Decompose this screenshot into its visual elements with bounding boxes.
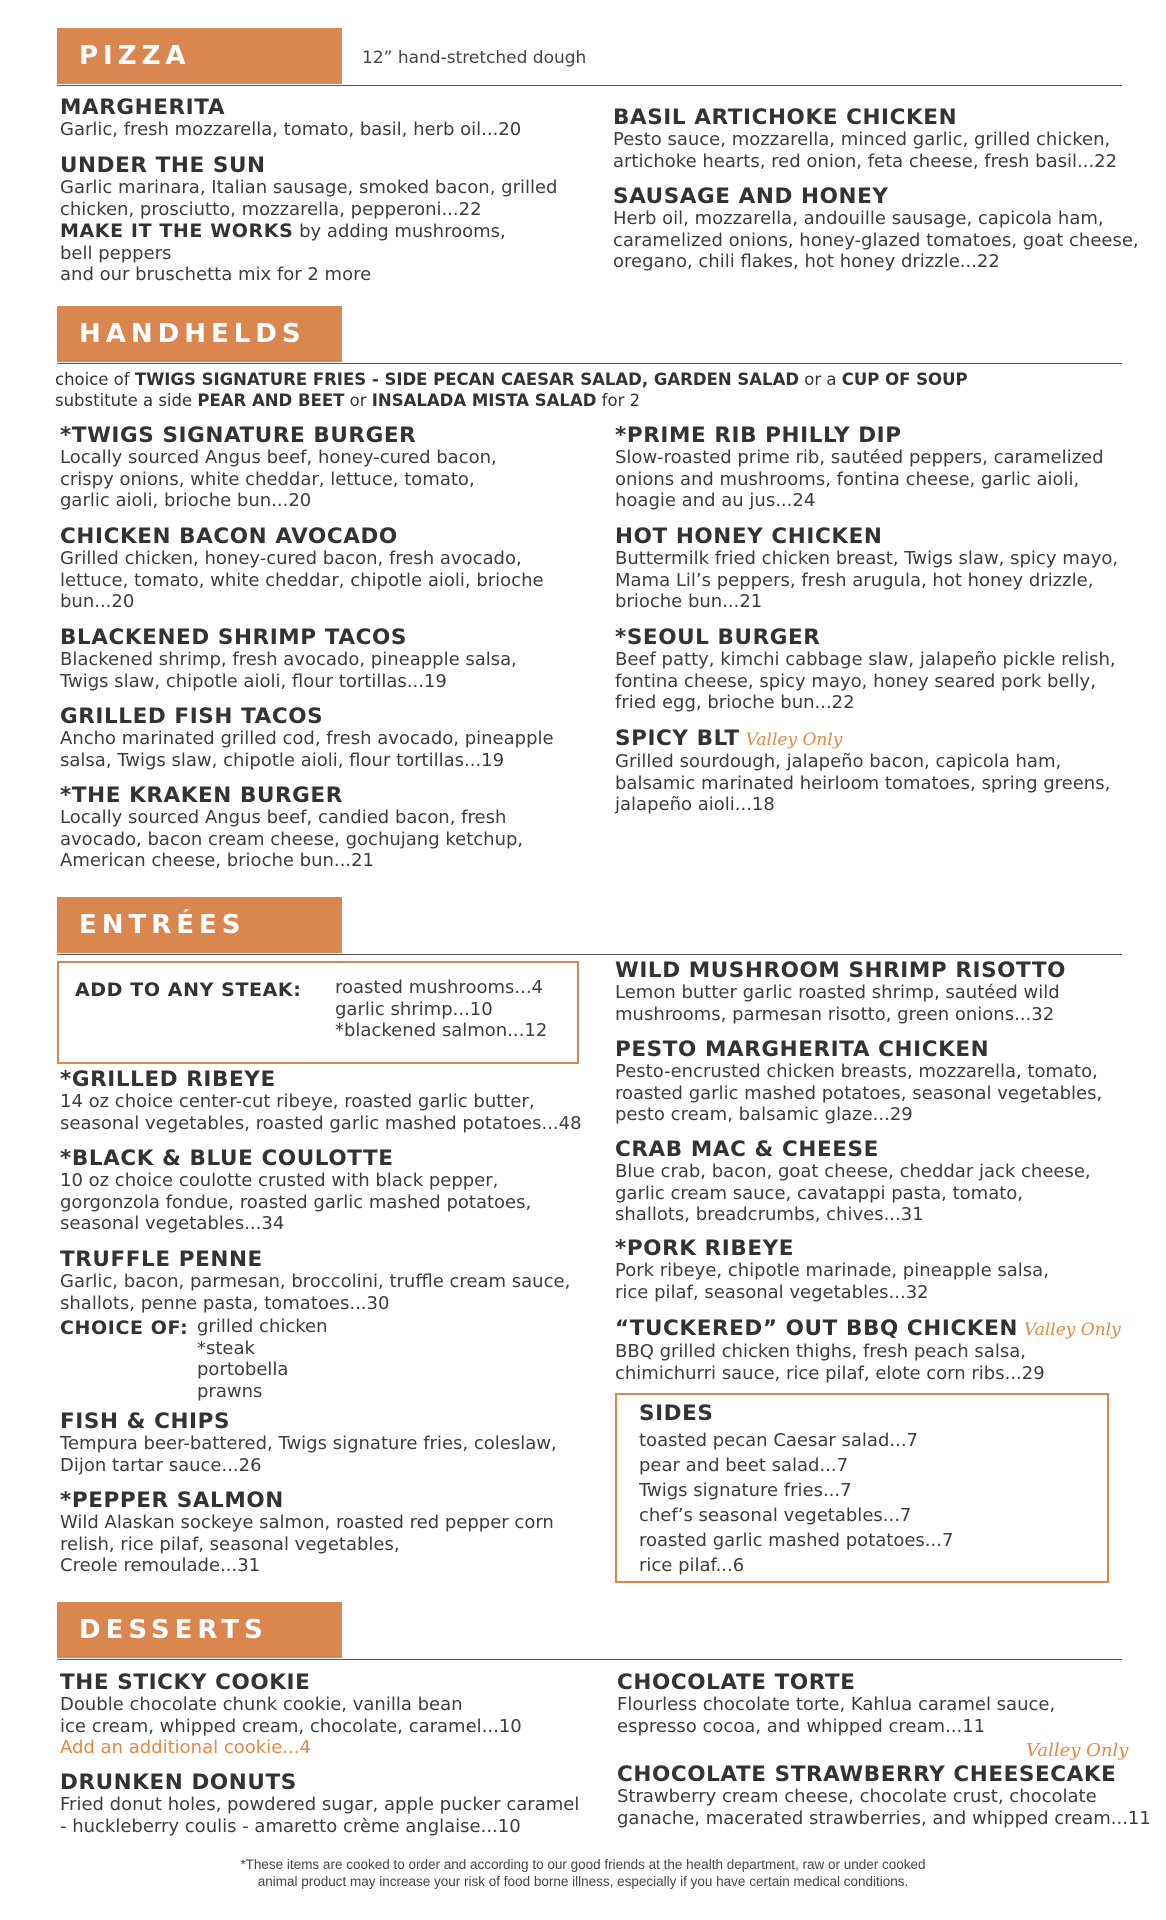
menu-item (60, 155, 557, 286)
menu-item (613, 186, 1139, 273)
menu-item (615, 1238, 1049, 1303)
steak-box-options (335, 977, 547, 1042)
item-title: *GRILLED RIBEYE (60, 1067, 276, 1092)
footer-line: animal product may increase your risk of food borne illness, especially if you have certain medical conditions. (257, 1874, 909, 1889)
menu-item (615, 526, 1118, 613)
side-item: chef’s seasonal vegetables...7 (639, 1505, 912, 1526)
menu-item (617, 1764, 1151, 1829)
item-title-text: SPICY BLT (615, 726, 740, 751)
menu-item (60, 1069, 582, 1134)
note-bold: CUP OF SOUP (841, 370, 968, 389)
item-desc: BBQ grilled chicken thighs, fresh peach salsa, chimichurri sauce, rice pilaf, elote corn ribs...29 (615, 1341, 1045, 1384)
item-title: PESTO MARGHERITA CHICKEN (615, 1037, 990, 1062)
item-title: CHOCOLATE TORTE (617, 1670, 856, 1695)
item-desc: Garlic marinara, Italian sausage, smoked bacon, grilled chicken, prosciutto, mozzarella, pepperoni...22 (60, 177, 558, 220)
item-title (615, 1318, 1121, 1341)
item-desc: Grilled sourdough, jalapeño bacon, capicola ham, balsamic marinated heirloom tomatoes, spring greens, jalapeño aioli...18 (615, 751, 1111, 815)
item-title: *TWIGS SIGNATURE BURGER (60, 423, 417, 448)
item-title: THE STICKY COOKIE (60, 1670, 311, 1695)
side-item: roasted garlic mashed potatoes...7 (639, 1530, 954, 1551)
item-title: FISH & CHIPS (60, 1409, 231, 1434)
choice-option: *steak (197, 1337, 255, 1359)
menu-item (615, 1139, 1091, 1226)
item-title: *BLACK & BLUE COULOTTE (60, 1146, 394, 1171)
item-title: *SEOUL BURGER (615, 625, 821, 650)
item-title: *PRIME RIB PHILLY DIP (615, 423, 902, 448)
menu-item (60, 1772, 579, 1837)
handhelds-rule (57, 363, 1122, 364)
menu-item (60, 526, 544, 613)
item-title: BASIL ARTICHOKE CHICKEN (613, 105, 958, 130)
menu-item (60, 97, 521, 141)
note-text: for 2 (596, 391, 641, 410)
item-title: CHICKEN BACON AVOCADO (60, 524, 398, 549)
item-desc: Pork ribeye, chipotle marinade, pineapple salsa, rice pilaf, seasonal vegetables...32 (615, 1260, 1049, 1303)
note-bold: PEAR AND BEET (197, 391, 345, 410)
item-title: MARGHERITA (60, 95, 226, 120)
pizza-banner: PIZZA (57, 28, 342, 84)
pizza-subtitle: 12” hand-stretched dough (362, 48, 587, 68)
menu-item (615, 960, 1066, 1025)
handhelds-banner: HANDHELDS (57, 306, 342, 362)
steak-option: garlic shrimp...10 (335, 998, 493, 1020)
choice-of-label: CHOICE OF: (60, 1317, 189, 1339)
entrees-banner: ENTRÉES (57, 897, 342, 953)
item-title (615, 728, 1110, 751)
item-desc: Ancho marinated grilled cod, fresh avocado, pineapple salsa, Twigs slaw, chipotle aioli, flour tortillas...19 (60, 728, 554, 771)
menu-item (60, 785, 523, 872)
item-title: CRAB MAC & CHEESE (615, 1137, 879, 1162)
valley-only-tag: Valley Only (1026, 1740, 1129, 1761)
item-desc: 10 oz choice coulotte crusted with black pepper, gorgonzola fondue, roasted garlic mashed potatoes, seasonal vegetables...34 (60, 1170, 532, 1234)
add-to-steak-box (57, 961, 579, 1064)
choice-option: portobella (197, 1359, 289, 1380)
entrees-rule (57, 954, 1122, 955)
menu-item (613, 107, 1117, 172)
item-desc: Beef patty, kimchi cabbage slaw, jalapeño pickle relish, fontina cheese, spicy mayo, honey seared pork belly, fried egg, brioche bun...22 (615, 649, 1116, 713)
choice-of-options (197, 1316, 328, 1402)
side-item: pear and beet salad...7 (639, 1455, 849, 1476)
item-desc: Strawberry cream cheese, chocolate crust, chocolate ganache, macerated strawberries, and whipped cream...11 (617, 1786, 1151, 1829)
menu-item (615, 728, 1110, 816)
valley-only-tag: Valley Only (1024, 1320, 1121, 1340)
note-bold: TWIGS SIGNATURE FRIES - SIDE PECAN CAESAR SALAD, GARDEN SALAD (134, 370, 800, 389)
menu-item (60, 1249, 570, 1314)
item-title: BLACKENED SHRIMP TACOS (60, 625, 407, 650)
steak-option: roasted mushrooms...4 (335, 977, 543, 998)
item-desc: Locally sourced Angus beef, candied bacon, fresh avocado, bacon cream cheese, gochujang ketchup, American cheese, brioche bun...21 (60, 807, 524, 871)
menu-item (60, 627, 517, 692)
item-desc: Pesto-encrusted chicken breasts, mozzarella, tomato, roasted garlic mashed potatoes, seasonal vegetables, pesto cream, balsamic glaze...29 (615, 1061, 1103, 1125)
item-desc: Blackened shrimp, fresh avocado, pineapple salsa, Twigs slaw, chipotle aioli, flour tortillas...19 (60, 649, 517, 692)
menu-item (60, 1672, 522, 1759)
steak-box-label: ADD TO ANY STEAK: (75, 979, 302, 1001)
item-desc: Flourless chocolate torte, Kahlua caramel sauce, espresso cocoa, and whipped cream...11 (617, 1694, 1056, 1737)
make-it-the-works (60, 220, 530, 264)
choice-option: prawns (197, 1380, 263, 1402)
note-text: or (344, 391, 372, 410)
item-title: DRUNKEN DONUTS (60, 1770, 297, 1795)
desserts-banner: DESSERTS (57, 1602, 342, 1658)
item-desc: Lemon butter garlic roasted shrimp, sautéed wild mushrooms, parmesan risotto, green onions...32 (615, 982, 1060, 1025)
item-desc: Pesto sauce, mozzarella, minced garlic, grilled chicken, artichoke hearts, red onion, feta cheese, fresh basil...22 (613, 129, 1118, 172)
menu-item (60, 1148, 531, 1235)
item-desc: Garlic, fresh mozzarella, tomato, basil, herb oil...20 (60, 119, 522, 140)
item-desc: Locally sourced Angus beef, honey-cured bacon, crispy onions, white cheddar, lettuce, tomato, garlic aioli, brioche bun...20 (60, 447, 497, 511)
item-title: TRUFFLE PENNE (60, 1247, 263, 1272)
item-title: GRILLED FISH TACOS (60, 704, 324, 729)
handhelds-note-2 (55, 391, 640, 411)
steak-option: *blackened salmon...12 (335, 1020, 548, 1041)
item-title: HOT HONEY CHICKEN (615, 524, 883, 549)
footer-line: *These items are cooked to order and according to our good friends at the health department, raw or under cooked (240, 1857, 926, 1872)
item-desc: Garlic, bacon, parmesan, broccolini, truffle cream sauce, shallots, penne pasta, tomatoes...30 (60, 1271, 571, 1314)
item-desc: Slow-roasted prime rib, sautéed peppers, caramelized onions and mushrooms, fontina cheese, garlic aioli, hoagie and au jus...24 (615, 447, 1104, 511)
menu-item (615, 425, 1104, 512)
choice-option: grilled chicken (197, 1316, 328, 1337)
note-text: substitute a side (55, 391, 198, 410)
works-line2: and our bruschetta mix for 2 more (60, 264, 372, 285)
item-desc: Wild Alaskan sockeye salmon, roasted red pepper corn relish, rice pilaf, seasonal vegetables, Creole remoulade...31 (60, 1512, 554, 1576)
menu-item (615, 1318, 1121, 1384)
valley-only-tag: Valley Only (745, 730, 843, 750)
menu-item (60, 706, 554, 771)
item-title-text: “TUCKERED” OUT BBQ CHICKEN (615, 1316, 1018, 1341)
sides-title: SIDES (639, 1401, 714, 1426)
item-desc: Double chocolate chunk cookie, vanilla bean ice cream, whipped cream, chocolate, caramel...10 (60, 1694, 522, 1737)
note-text: or a (799, 370, 842, 389)
item-desc: Buttermilk fried chicken breast, Twigs slaw, spicy mayo, Mama Lil’s peppers, fresh arugula, hot honey drizzle, brioche bun...21 (615, 548, 1119, 612)
side-item: Twigs signature fries...7 (639, 1480, 852, 1501)
item-title: WILD MUSHROOM SHRIMP RISOTTO (615, 958, 1066, 983)
item-desc: Grilled chicken, honey-cured bacon, fresh avocado, lettuce, tomato, white cheddar, chipotle aioli, brioche bun...20 (60, 548, 544, 612)
item-desc: Herb oil, mozzarella, andouille sausage, capicola ham, caramelized onions, honey-glazed tomatoes, goat cheese, oregano, chili flakes, hot honey drizzle...22 (613, 208, 1139, 272)
sides-box (615, 1393, 1109, 1583)
menu-item (617, 1672, 1055, 1737)
item-desc: Blue crab, bacon, goat cheese, cheddar jack cheese, garlic cream sauce, cavatappi pasta, tomato, shallots, breadcrumbs, chives...31 (615, 1161, 1091, 1225)
menu-item (60, 1490, 554, 1577)
item-title: *PORK RIBEYE (615, 1236, 795, 1261)
note-text: choice of (55, 370, 135, 389)
works-bold: MAKE IT THE WORKS (60, 220, 294, 242)
menu-item (615, 627, 1116, 714)
side-item: rice pilaf...6 (639, 1555, 745, 1576)
menu-item (60, 425, 497, 512)
note-bold: INSALADA MISTA SALAD (371, 391, 597, 410)
sides-list (639, 1428, 953, 1578)
side-item: toasted pecan Caesar salad...7 (639, 1430, 918, 1451)
menu-item (60, 1411, 557, 1476)
handhelds-note-1 (55, 370, 968, 390)
item-title: UNDER THE SUN (60, 153, 266, 178)
pizza-rule (57, 85, 1122, 86)
menu-item (615, 1039, 1102, 1126)
item-desc: Fried donut holes, powdered sugar, apple pucker caramel - huckleberry coulis - amaretto crème anglaise...10 (60, 1794, 580, 1837)
desserts-rule (57, 1659, 1122, 1660)
item-desc: 14 oz choice center-cut ribeye, roasted garlic butter, seasonal vegetables, roasted garlic mashed potatoes...48 (60, 1091, 582, 1134)
item-title: *THE KRAKEN BURGER (60, 783, 343, 808)
item-title: *PEPPER SALMON (60, 1488, 284, 1513)
item-title: SAUSAGE AND HONEY (613, 184, 889, 209)
works-rest: by adding mushrooms, bell peppers (60, 221, 506, 264)
item-title: CHOCOLATE STRAWBERRY CHEESECAKE (617, 1762, 1117, 1787)
cookie-addon: Add an additional cookie...4 (60, 1737, 311, 1758)
item-desc: Tempura beer-battered, Twigs signature fries, coleslaw, Dijon tartar sauce...26 (60, 1433, 557, 1476)
footer-disclaimer (0, 1856, 1166, 1890)
